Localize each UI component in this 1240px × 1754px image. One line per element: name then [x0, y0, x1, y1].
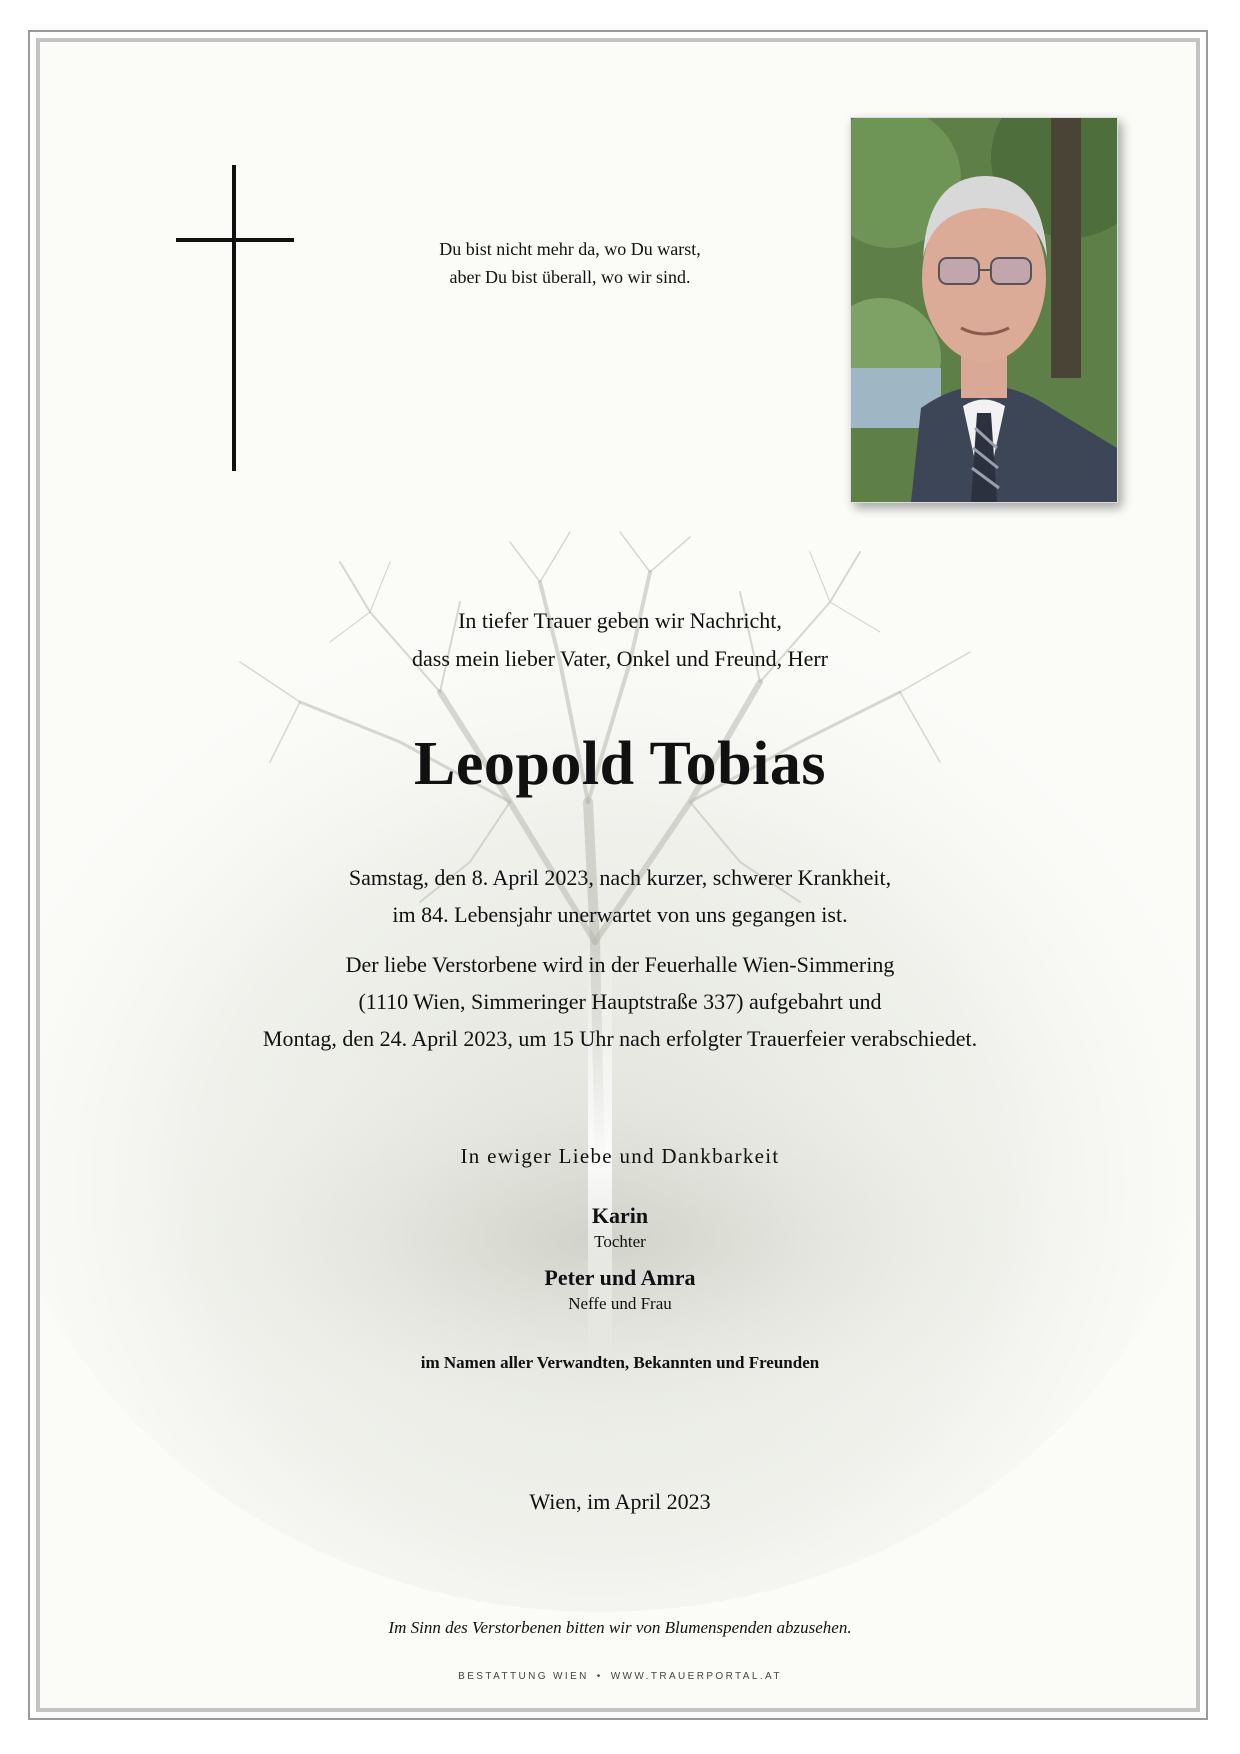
mourner-entry — [0, 1263, 1240, 1315]
death-details — [0, 859, 1240, 933]
intro-line: In tiefer Trauer geben wir Nachricht, — [458, 608, 782, 633]
portrait-photo — [850, 117, 1118, 503]
funeral-line: (1110 Wien, Simmeringer Hauptstraße 337) aufgebahrt und — [358, 989, 882, 1014]
on-behalf-text: im Namen aller Verwandten, Bekannten und Freunden — [420, 1353, 820, 1372]
mourner-entry — [0, 1201, 1240, 1253]
funeral-line: Montag, den 24. April 2023, um 15 Uhr nach erfolgter Trauerfeier verabschiedet. — [262, 1026, 978, 1051]
deceased-name: Leopold Tobias — [414, 730, 826, 798]
cross-symbol-bar — [176, 238, 294, 242]
mourner-name: Peter und Amra — [544, 1265, 696, 1290]
funeral-line: Der liebe Verstorbene wird in der Feuerhalle Wien-Simmering — [345, 952, 895, 977]
death-line: im 84. Lebensjahr unerwartet von uns gegangen ist. — [392, 902, 848, 927]
footer-company: BESTATTUNG WIEN — [458, 1671, 589, 1682]
mourner-relation: Neffe und Frau — [568, 1294, 672, 1313]
mourner-relation: Tochter — [594, 1232, 646, 1251]
memorial-quote — [380, 235, 760, 291]
flower-note: Im Sinn des Verstorbenen bitten wir von Blumenspenden abzusehen. — [388, 1618, 852, 1637]
quote-line: aber Du bist überall, wo wir sind. — [449, 267, 691, 287]
cross-symbol — [232, 165, 236, 471]
place-date: Wien, im April 2023 — [529, 1489, 711, 1514]
quote-line: Du bist nicht mehr da, wo Du warst, — [439, 239, 701, 259]
footer-separator: • — [596, 1671, 603, 1682]
intro-text — [0, 602, 1240, 678]
mourner-name: Karin — [591, 1203, 649, 1228]
funeral-details — [0, 946, 1240, 1057]
footer — [0, 1670, 1240, 1684]
footer-website: WWW.TRAUERPORTAL.AT — [610, 1671, 782, 1682]
death-line: Samstag, den 8. April 2023, nach kurzer, schwerer Krankheit, — [348, 865, 892, 890]
intro-line: dass mein lieber Vater, Onkel und Freund, Herr — [412, 646, 828, 671]
mourners-heading: In ewiger Liebe und Dankbarkeit — [460, 1144, 780, 1168]
